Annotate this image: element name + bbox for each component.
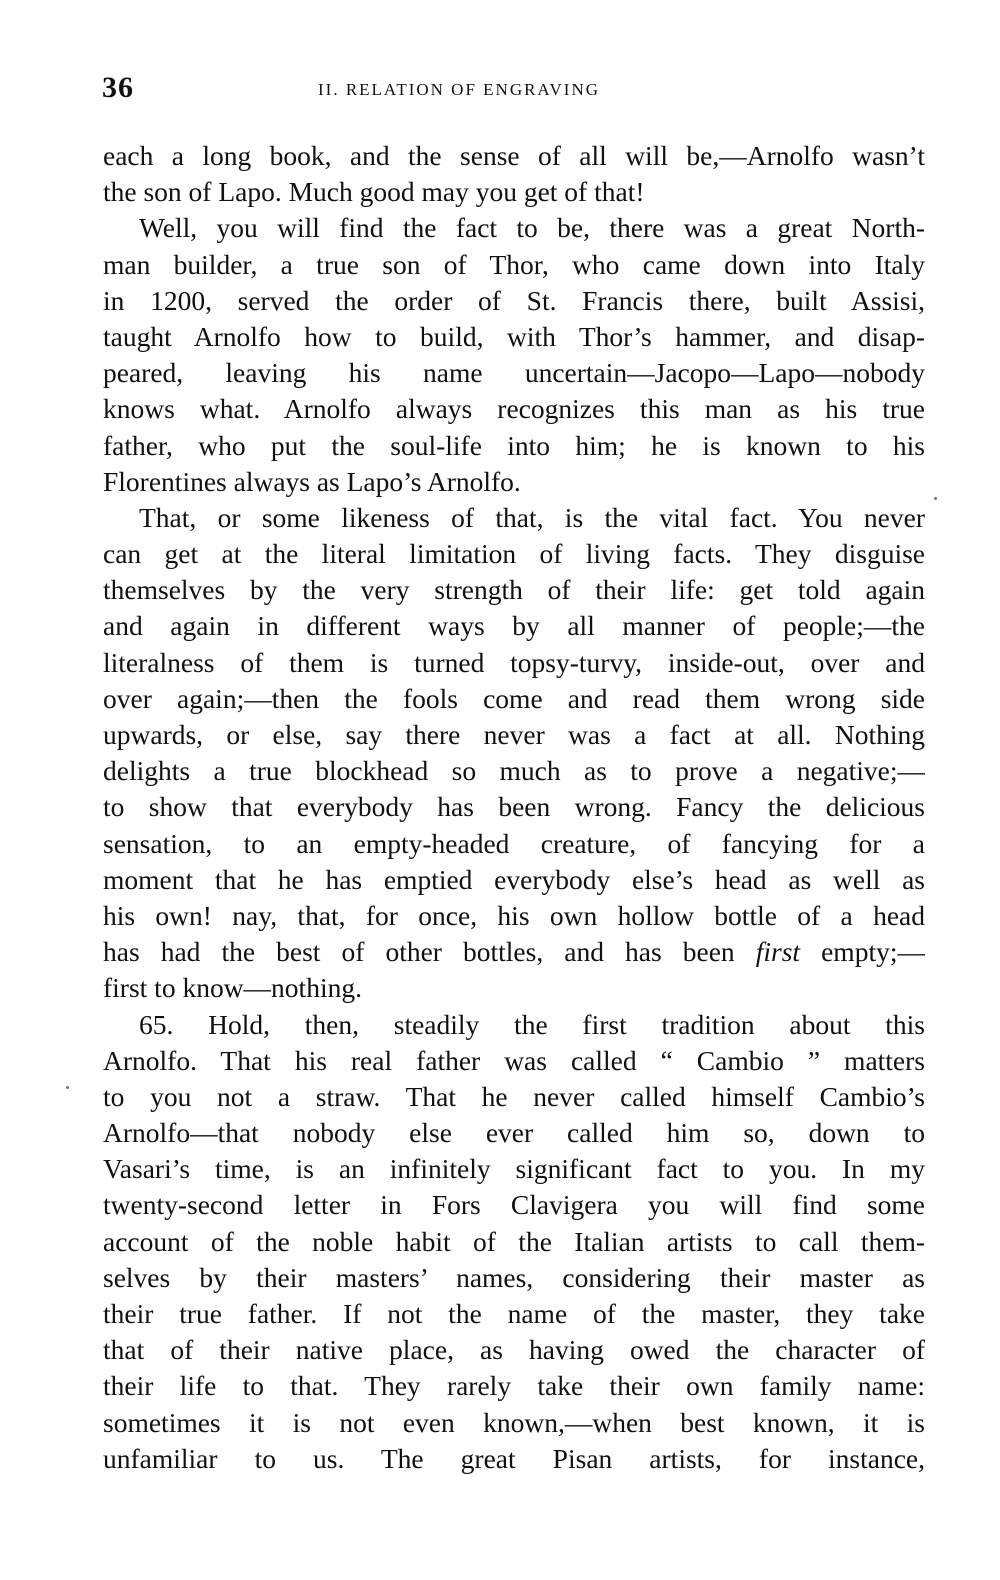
text-line: to you not a straw. That he never called himself Cambio’s	[103, 1080, 925, 1112]
paragraph-start-line: That, or some likeness of that, is the vital fact. You never	[139, 501, 925, 533]
text-line: each a long book, and the sense of all will be,—Arnolfo wasn’t	[103, 140, 925, 171]
text-line-with-emphasis	[103, 934, 925, 970]
text-line: Arnolfo—that nobody else ever called him so, down to	[103, 1117, 925, 1149]
text-line: Florentines always as Lapo’s Arnolfo.	[103, 465, 521, 497]
text-line: Vasari’s time, is an infinitely significant fact to you. In my	[103, 1153, 925, 1185]
text-line: to show that everybody has been wrong. Fancy the delicious	[103, 791, 925, 823]
text-line: themselves by the very strength of their life: get told again	[103, 574, 925, 606]
emphasized-word: first	[755, 936, 801, 968]
text-line: father, who put the soul-life into him; he is known to his	[103, 429, 925, 461]
text-line: their true father. If not the name of the master, they take	[103, 1298, 925, 1329]
page-number: 36	[102, 71, 134, 104]
text-line: Arnolfo. That his real father was called “ Cambio ” matters	[103, 1044, 925, 1076]
text-line: twenty-second letter in Fors Clavigera you will find some	[103, 1189, 925, 1221]
text-line: moment that he has emptied everybody else’s head as well as	[103, 863, 925, 895]
text-line: upwards, or else, say there never was a fact at all. Nothing	[103, 719, 925, 750]
paragraph-start-line: Well, you will find the fact to be, there was a great North-	[139, 212, 925, 244]
text-line: man builder, a true son of Thor, who came down into Italy	[103, 248, 925, 280]
text-line: unfamiliar to us. The great Pisan artists, for instance,	[103, 1442, 925, 1474]
text-fragment: empty;—	[800, 936, 925, 968]
text-line: that of their native place, as having owed the character of	[103, 1334, 925, 1366]
text-line: their life to that. They rarely take their own family name:	[103, 1370, 925, 1402]
text-line: his own! nay, that, for once, his own hollow bottle of a head	[103, 899, 925, 931]
text-line: account of the noble habit of the Italian artists to call them-	[103, 1225, 925, 1257]
text-line: over again;—then the fools come and read them wrong side	[103, 682, 925, 714]
scan-speck	[934, 497, 937, 500]
running-header	[102, 70, 924, 110]
scan-speck	[66, 1086, 69, 1089]
text-fragment: has had the best of other bottles, and has been	[103, 936, 756, 968]
text-line: sometimes it is not even known,—when best known, it is	[103, 1406, 925, 1438]
body-text	[103, 138, 925, 1477]
paragraph-start-line: 65. Hold, then, steadily the first tradition about this	[139, 1008, 925, 1040]
text-line: and again in different ways by all manner of people;—the	[103, 610, 925, 642]
text-line: peared, leaving his name uncertain—Jacopo—Lapo—nobody	[103, 357, 925, 389]
text-line: first to know—nothing.	[103, 972, 362, 1004]
text-line: sensation, to an empty-headed creature, of fancying for a	[103, 827, 925, 859]
text-line: in 1200, served the order of St. Francis there, built Assisi,	[103, 284, 925, 316]
text-line: delights a true blockhead so much as to prove a negative;—	[103, 755, 925, 787]
text-line: selves by their masters’ names, considering their master as	[103, 1261, 925, 1293]
running-title: II. RELATION OF ENGRAVING	[318, 80, 601, 99]
text-line: knows what. Arnolfo always recognizes this man as his true	[103, 393, 925, 425]
text-line: the son of Lapo. Much good may you get of that!	[103, 176, 645, 208]
text-line: can get at the literal limitation of living facts. They disguise	[103, 538, 925, 570]
text-line: literalness of them is turned topsy-turvy, inside-out, over and	[103, 646, 925, 678]
text-line: taught Arnolfo how to build, with Thor’s hammer, and disap-	[103, 320, 925, 352]
